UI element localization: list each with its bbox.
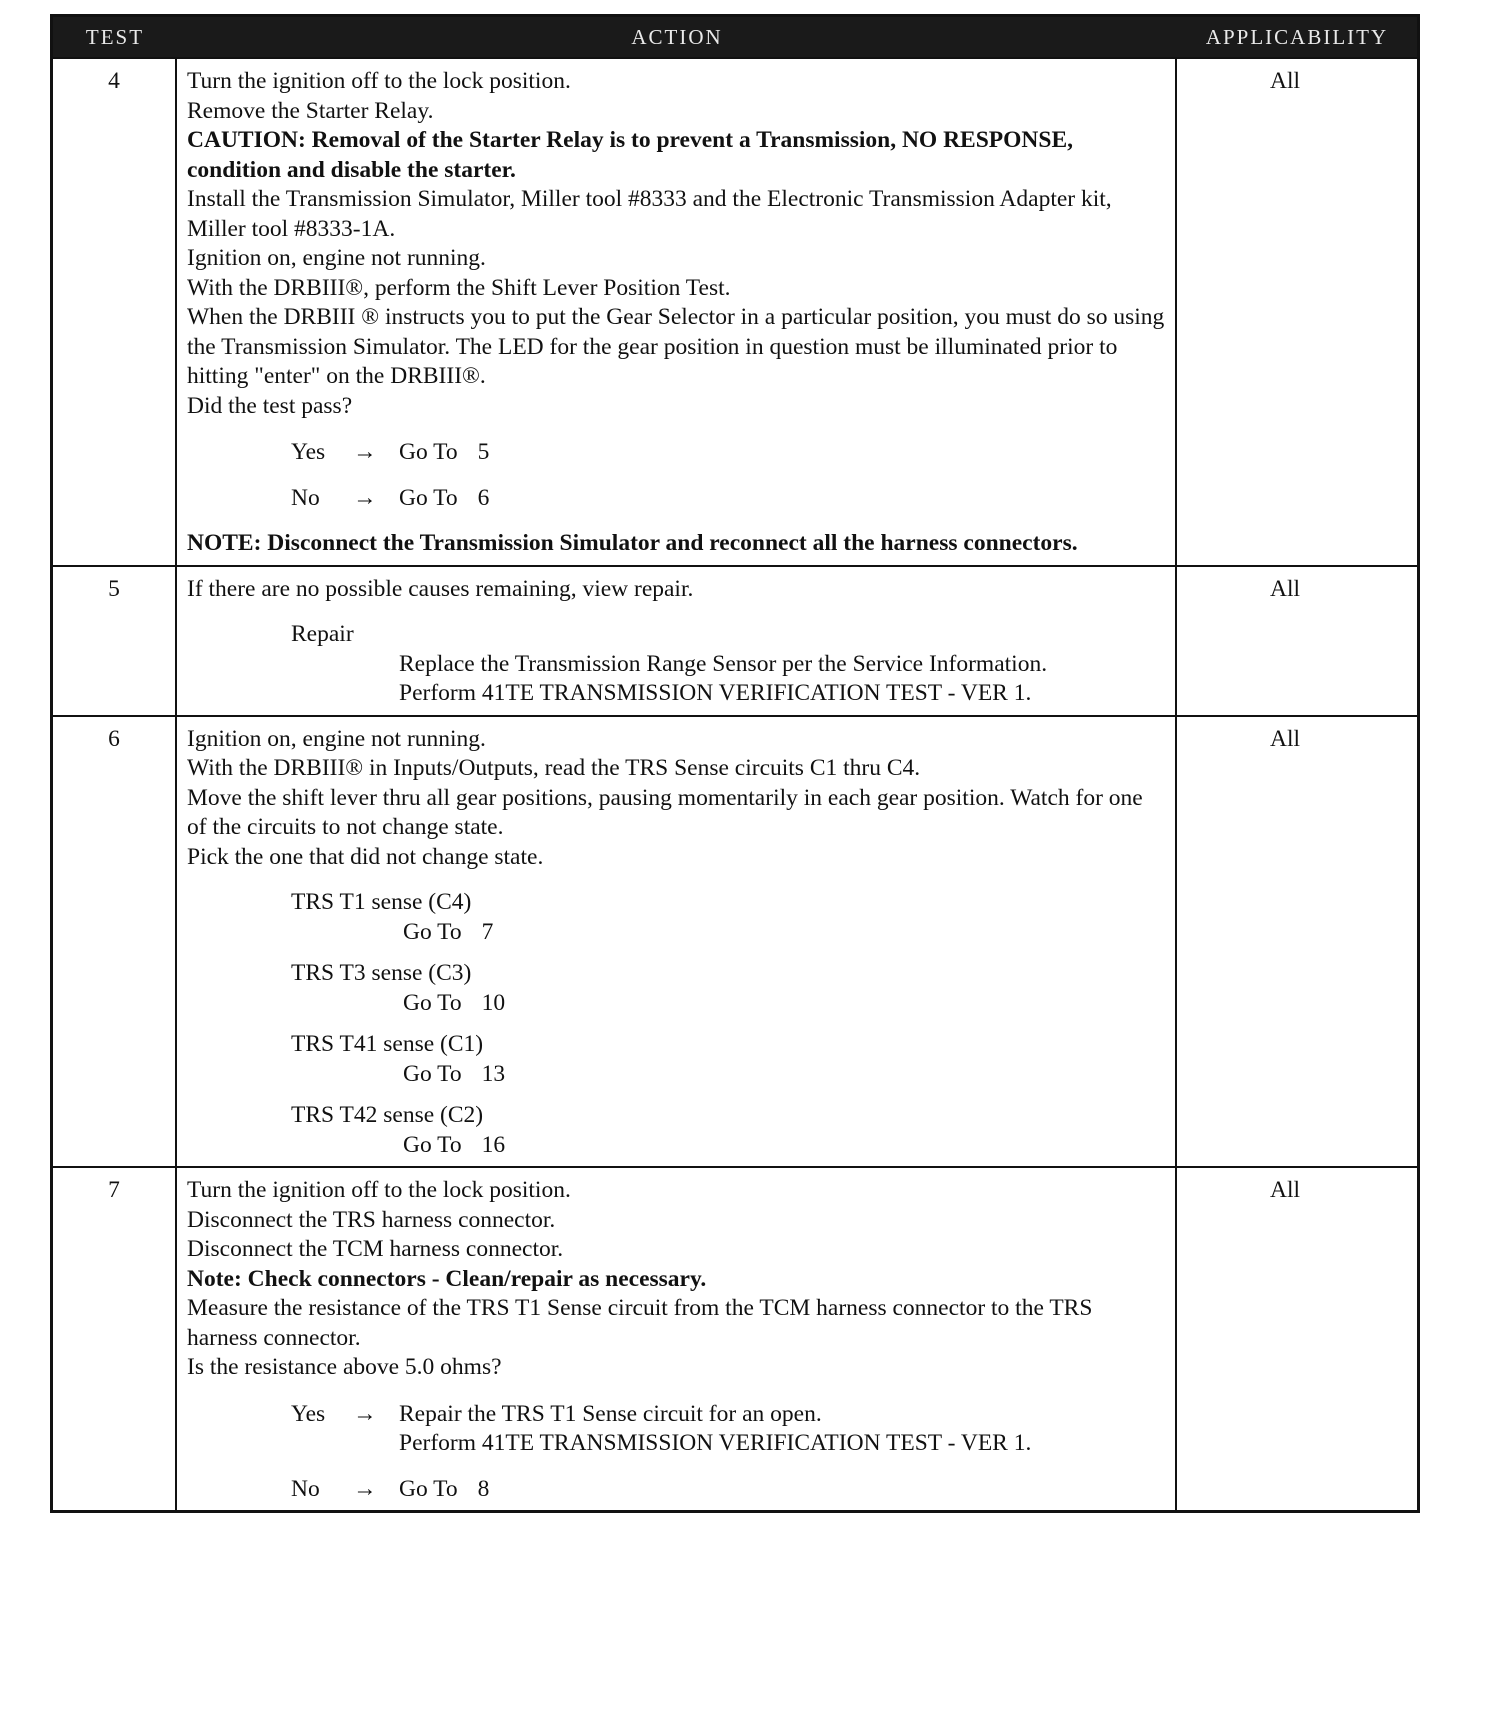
action-line: Measure the resistance of the TRS T1 Sense circuit from the TCM harness connector to the TRS harness connector. [187, 1295, 1093, 1351]
test-number: 7 [53, 1168, 177, 1510]
header-test: TEST [85, 24, 145, 49]
goto-target: 6 [477, 485, 490, 511]
action-line: With the DRBIII® in Inputs/Outputs, read the TRS Sense circuits C1 thru C4. [187, 755, 921, 781]
answer-no: No [291, 485, 320, 511]
action-line: Ignition on, engine not running. [187, 725, 486, 752]
action-line: Pick the one that did not change state. [187, 843, 544, 870]
goto-label: Go To [403, 1060, 462, 1087]
action-line: Turn the ignition off to the lock position. [187, 68, 571, 94]
goto-target: 16 [481, 1131, 506, 1158]
action-line: Disconnect the TRS harness connector. [187, 1206, 556, 1233]
action-line: With the DRBIII®, perform the Shift Lever Position Test. [187, 274, 731, 301]
caution-text: CAUTION: Removal of the Starter Relay is to prevent a Transmission, NO RESPONSE, condition and disable the starter. [187, 127, 1074, 183]
action-line: Did the test pass? [187, 392, 353, 419]
goto-target: 8 [477, 1476, 490, 1502]
header-applicability: APPLICABILITY [1205, 24, 1389, 49]
choice-goto [403, 1060, 1167, 1090]
goto-target: 13 [481, 1060, 506, 1087]
no-branch [291, 483, 1167, 513]
choice-label: TRS T42 sense (C2) [291, 1102, 484, 1128]
applicability-cell: All [1269, 68, 1301, 94]
test-number: 6 [53, 717, 177, 1167]
arrow-icon: → [353, 1476, 377, 1502]
header-action: ACTION [631, 24, 723, 49]
choice-label: TRS T3 sense (C3) [291, 960, 472, 986]
goto-label: Go To [403, 918, 462, 945]
table-header [53, 17, 1417, 57]
table-row-test-7 [53, 1166, 1417, 1510]
note-text: NOTE: Disconnect the Transmission Simulator and reconnect all the harness connectors. [187, 530, 1078, 556]
table-row-test-6 [53, 715, 1417, 1167]
test-number: 4 [53, 59, 177, 565]
arrow-icon: → [353, 439, 377, 465]
action-line: Is the resistance above 5.0 ohms? [187, 1354, 502, 1380]
action-line: Move the shift lever thru all gear positions, pausing momentarily in each gear position. Watch for one of the circuits to not change state. [187, 784, 1143, 840]
choice-goto [403, 989, 1167, 1019]
answer-yes: Yes [291, 439, 326, 465]
answer-no: No [291, 1476, 320, 1502]
choice-goto [403, 918, 1167, 948]
action-cell [177, 567, 1177, 715]
goto-label: Go To [403, 1131, 462, 1158]
action-cell [177, 717, 1177, 1167]
diagnostic-table [50, 14, 1420, 1513]
goto-label: Go To [399, 439, 458, 465]
goto-label: Go To [399, 485, 458, 511]
choice-label: TRS T41 sense (C1) [291, 1031, 484, 1057]
repair-label: Repair [291, 621, 354, 647]
yes-branch [291, 1399, 1167, 1429]
no-branch [291, 1474, 1167, 1504]
table-row-test-5 [53, 565, 1417, 715]
goto-label: Go To [399, 1476, 458, 1502]
action-line: Remove the Starter Relay. [187, 97, 434, 124]
note-text: Note: Check connectors - Clean/repair as necessary. [187, 1265, 707, 1292]
choice-label: TRS T1 sense (C4) [291, 889, 472, 915]
arrow-icon: → [353, 485, 377, 511]
action-cell [177, 1168, 1177, 1510]
action-line: If there are no possible causes remaining, view repair. [187, 575, 694, 602]
test-number: 5 [53, 567, 177, 715]
action-line: Install the Transmission Simulator, Miller tool #8333 and the Electronic Transmission Adapter kit, Miller tool #8333-1A. [187, 186, 1112, 242]
action-line: Turn the ignition off to the lock position. [187, 1177, 571, 1203]
yes-line: Perform 41TE TRANSMISSION VERIFICATION TEST - VER 1. [399, 1429, 1032, 1456]
repair-line: Replace the Transmission Range Sensor per the Service Information. [399, 650, 1048, 677]
goto-label: Go To [403, 989, 462, 1016]
goto-target: 10 [481, 989, 506, 1016]
table-row-test-4 [53, 57, 1417, 565]
action-cell [177, 59, 1177, 565]
goto-target: 7 [481, 918, 494, 945]
goto-target: 5 [477, 439, 490, 465]
yes-line: Repair the TRS T1 Sense circuit for an open. [399, 1400, 822, 1427]
repair-line: Perform 41TE TRANSMISSION VERIFICATION TEST - VER 1. [399, 680, 1032, 706]
action-line: Disconnect the TCM harness connector. [187, 1236, 564, 1262]
applicability-cell: All [1269, 725, 1301, 752]
applicability-cell: All [1269, 575, 1301, 602]
action-line: Ignition on, engine not running. [187, 245, 486, 271]
answer-yes: Yes [291, 1400, 326, 1427]
action-line: When the DRBIII ® instructs you to put the Gear Selector in a particular position, you must do so using the Transmission Simulator. The LED for the gear position in question must be illuminated prior to hitting "enter" on the DRBIII®. [187, 304, 1165, 389]
applicability-cell: All [1269, 1177, 1301, 1203]
choice-goto [403, 1131, 1167, 1161]
arrow-icon: → [353, 1400, 377, 1427]
yes-branch [291, 437, 1167, 467]
